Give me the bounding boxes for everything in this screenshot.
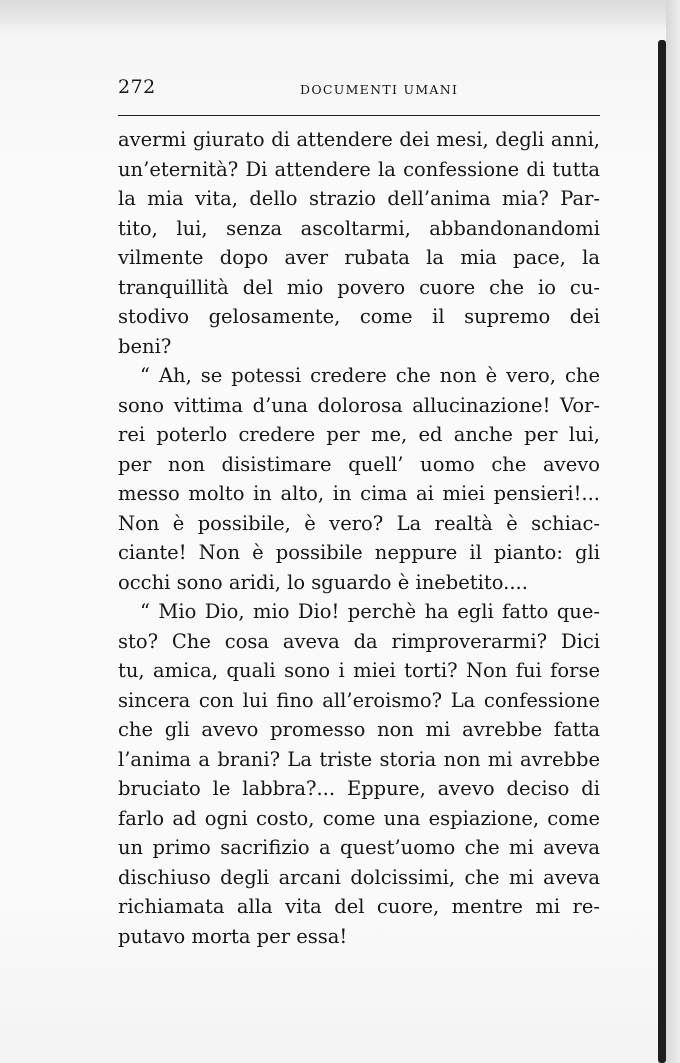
paragraph-end-line: beni? — [118, 334, 172, 358]
page-header — [118, 74, 600, 102]
text-line: un’eternità? Di attendere la confessione di tutta — [118, 157, 600, 181]
text-line: avermi giurato di attendere dei mesi, degli anni, — [118, 128, 600, 151]
text-line: vilmente dopo aver rubata la mia pace, la — [118, 246, 600, 269]
text-line: ciante! Non è possibile neppure il pianto: gli — [118, 541, 600, 564]
page-top-shadow — [0, 0, 680, 30]
text-line: dischiuso degli arcani dolcissimi, che mi aveva — [118, 865, 600, 889]
paragraph-end-line: occhi sono aridi, lo sguardo è inebetito.... — [118, 570, 528, 594]
text-line: la mia vita, dello strazio dell’anima mia? Par- — [118, 187, 600, 210]
text-line: tranquillità del mio povero cuore che io cu- — [118, 275, 600, 299]
paragraph-start-line: “ Ah, se potessi credere che non è vero, che — [140, 364, 600, 387]
header-rule — [118, 115, 600, 116]
paragraph-start-line: “ Mio Dio, mio Dio! perchè ha egli fatto que- — [140, 600, 600, 623]
text-line: sto? Che cosa aveva da rimproverarmi? Dici — [118, 629, 600, 653]
text-line: Non è possibile, è vero? La realtà è schiac- — [118, 511, 600, 535]
body-text — [118, 125, 600, 951]
text-line: richiamata alla vita del cuore, mentre mi re- — [118, 895, 600, 918]
text-line: tu, amica, quali sono i miei torti? Non fui forse — [118, 659, 600, 682]
text-line: sincera con lui fino all’eroismo? La confessione — [118, 688, 600, 712]
text-line: per non disistimare quell’ uomo che avevo — [118, 452, 600, 476]
text-line: l’anima a brani? La triste storia non mi avrebbe — [118, 747, 600, 771]
text-line: un primo sacrifizio a quest’uomo che mi aveva — [118, 836, 600, 859]
text-line: che gli avevo promesso non mi avrebbe fatta — [118, 718, 600, 741]
text-line: stodivo gelosamente, come il supremo dei — [118, 305, 600, 328]
text-line: tito, lui, senza ascoltarmi, abbandonandomi — [118, 216, 600, 240]
text-line: bruciato le labbra?... Eppure, avevo deciso di — [118, 777, 600, 800]
running-head: DOCUMENTI UMANI — [300, 82, 459, 97]
page-binding-edge — [658, 40, 666, 1063]
page-number: 272 — [118, 76, 156, 98]
text-line: farlo ad ogni costo, come una espiazione, come — [118, 806, 600, 830]
paragraph-end-line: putavo morta per essa! — [118, 924, 348, 948]
text-line: messo molto in alto, in cima ai miei pensieri!... — [118, 482, 600, 505]
page-right-margin — [666, 0, 680, 1063]
text-line: sono vittima d’una dolorosa allucinazione! Vor- — [118, 393, 600, 417]
text-line: rei poterlo credere per me, ed anche per lui, — [118, 423, 600, 446]
